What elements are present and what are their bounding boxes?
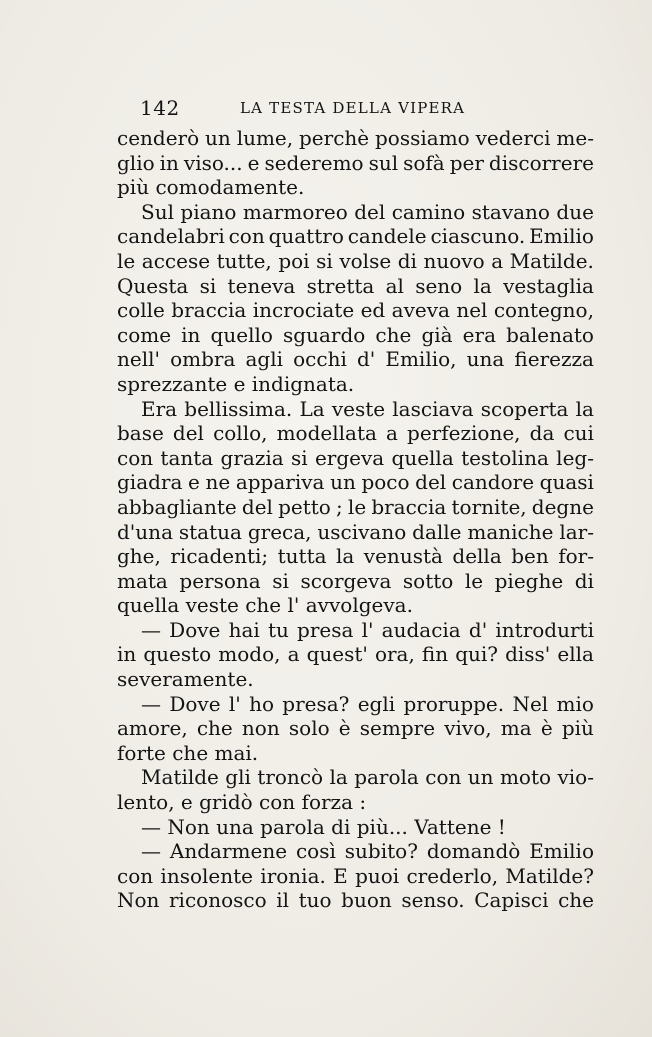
text-line <box>117 249 594 274</box>
word: me- <box>556 126 594 150</box>
word: si <box>290 445 308 470</box>
word: a <box>287 642 300 667</box>
word: Emilio <box>529 839 594 864</box>
word: amore, <box>117 716 188 741</box>
text-line <box>117 397 594 422</box>
page-number: 142 <box>140 96 180 120</box>
word: presa? <box>282 691 350 716</box>
word: mio <box>556 691 594 716</box>
word: glio <box>117 150 155 175</box>
word: introdurti <box>495 617 594 642</box>
word: greca, <box>247 519 312 544</box>
text-line: sprezzante e indignata. <box>117 371 355 396</box>
word: sotto <box>402 568 454 593</box>
word: di <box>574 568 594 593</box>
text-line <box>117 765 594 790</box>
word: teneva <box>227 273 296 298</box>
word: Dove <box>169 691 221 716</box>
word: sofà <box>403 150 445 175</box>
word: degne <box>531 494 594 519</box>
word: agli <box>245 347 284 372</box>
word: quello <box>210 322 273 347</box>
word: ed <box>360 298 386 323</box>
word: venustà <box>363 544 443 569</box>
word: a <box>386 421 398 446</box>
word: ricadenti; <box>170 544 269 569</box>
word: nuovo <box>423 248 485 273</box>
text-line: più comodamente. <box>117 175 305 200</box>
text-line <box>117 520 594 545</box>
word: l' <box>228 691 241 716</box>
word: del <box>241 494 273 519</box>
word: base <box>117 421 164 446</box>
word: con <box>228 224 265 249</box>
text-line: — Non una parola di più... Vattene ! <box>141 814 506 839</box>
word: e <box>188 470 200 495</box>
running-title: LA TESTA DELLA VIPERA <box>240 99 466 117</box>
word: stavano <box>471 199 550 224</box>
text-line <box>117 151 594 176</box>
word: candelabri <box>117 224 225 249</box>
word: ho <box>249 691 274 716</box>
word: tuo <box>298 888 332 913</box>
text-line <box>117 495 594 520</box>
word: un <box>330 470 356 495</box>
text-line: severamente. <box>117 667 254 692</box>
text-line <box>117 224 594 249</box>
text-line <box>117 569 594 594</box>
word: è <box>540 716 553 741</box>
word: persona <box>179 568 261 593</box>
word: la <box>473 273 492 298</box>
word: il <box>276 888 290 913</box>
word: la <box>329 765 348 790</box>
word: così <box>295 839 336 864</box>
word: insolente <box>160 863 253 888</box>
word: del <box>172 421 204 446</box>
word: ora, <box>374 642 415 667</box>
word: Emilio, <box>385 347 457 372</box>
word: lasciava <box>392 396 474 421</box>
word: ella <box>557 642 594 667</box>
word: buon <box>341 888 392 913</box>
word: ; <box>336 494 343 519</box>
word: giadra <box>117 470 183 495</box>
word: come <box>117 322 172 347</box>
word: non <box>241 716 280 741</box>
word: del <box>354 199 386 224</box>
word: Matilde <box>141 765 219 790</box>
word: più <box>561 716 594 741</box>
word: aveva <box>391 298 450 323</box>
word: fin <box>421 642 449 667</box>
word: si <box>272 568 289 593</box>
word: sempre <box>359 716 436 741</box>
word: Era <box>141 396 178 421</box>
word: Nel <box>512 691 549 716</box>
word: accese <box>141 248 211 273</box>
word: uscivano <box>317 519 407 544</box>
word: che <box>558 888 594 913</box>
word: le <box>347 494 367 519</box>
text-line <box>117 864 594 889</box>
word: è <box>338 716 351 741</box>
word: contegno, <box>493 298 594 323</box>
word: cenderò <box>117 126 200 150</box>
word: di <box>397 248 417 273</box>
word: lume, <box>236 126 294 150</box>
text-line <box>117 470 594 495</box>
word: seno <box>415 273 463 298</box>
word: scoperta <box>480 396 569 421</box>
word: piano <box>180 199 237 224</box>
word: tanta <box>160 445 214 470</box>
word: già <box>421 322 453 347</box>
word: un <box>205 126 231 150</box>
word: quella <box>391 445 454 470</box>
word: Sul <box>141 199 174 224</box>
word: audacia <box>381 617 461 642</box>
word: hai <box>228 617 260 642</box>
word: Capisci <box>474 888 549 913</box>
word: fierezza <box>514 347 594 372</box>
word: grazia <box>220 445 284 470</box>
word: discorrere <box>488 150 594 175</box>
word: veste <box>331 396 386 421</box>
word: leg- <box>556 445 594 470</box>
word: abbagliante <box>117 494 237 519</box>
word: cui <box>563 421 594 446</box>
word: le <box>117 248 136 273</box>
word: bellissima. <box>184 396 293 421</box>
word: qui? <box>455 642 499 667</box>
text-line <box>117 126 594 151</box>
word: era <box>462 322 496 347</box>
word: parola <box>354 765 419 790</box>
word: gli <box>225 765 251 790</box>
word: moto <box>499 765 552 790</box>
word: Andarmene <box>169 839 288 864</box>
word: camino <box>391 199 466 224</box>
page-header <box>140 96 610 124</box>
word: che <box>375 322 412 347</box>
word: ciascuno. <box>430 224 526 249</box>
text-line <box>117 446 594 471</box>
word: tu <box>267 617 289 642</box>
word: modellata <box>276 421 377 446</box>
word: egli <box>357 691 396 716</box>
word: collo, <box>213 421 268 446</box>
word: vivo, <box>444 716 492 741</box>
word: della <box>452 544 502 569</box>
word: Matilde? <box>505 863 594 888</box>
text-line <box>117 200 594 225</box>
word: puoi <box>355 863 400 888</box>
word: sul <box>368 150 399 175</box>
word: occhi <box>293 347 347 372</box>
word: viso... <box>183 150 243 175</box>
word: un <box>467 765 494 790</box>
word: si <box>316 248 333 273</box>
word: una <box>466 347 505 372</box>
word: diss' <box>505 642 551 667</box>
word: perchè <box>299 126 370 150</box>
word: ma <box>500 716 532 741</box>
body-text <box>117 126 594 913</box>
word: con <box>117 445 154 470</box>
word: Questa <box>117 273 189 298</box>
word: possiamo <box>375 126 470 150</box>
word: ben <box>511 544 549 569</box>
word: la <box>336 544 355 569</box>
word: l' <box>361 617 374 642</box>
text-line <box>117 274 594 299</box>
word: e <box>247 150 260 175</box>
word: — <box>141 691 161 716</box>
text-line <box>117 839 594 864</box>
word: quattro <box>268 224 344 249</box>
word: — <box>141 617 161 642</box>
word: ergeva <box>314 445 385 470</box>
word: tutta <box>277 544 327 569</box>
word: crederlo, <box>406 863 499 888</box>
text-line: quella veste che l' avvolgeva. <box>117 593 413 618</box>
text-line <box>117 347 594 372</box>
word: Emilio <box>529 224 594 249</box>
word: for- <box>558 544 594 569</box>
word: sederemo <box>264 150 364 175</box>
word: ombra <box>170 347 236 372</box>
word: si <box>199 273 217 298</box>
word: vestaglia <box>503 273 594 298</box>
word: statua <box>178 519 242 544</box>
word: a <box>491 248 504 273</box>
text-line <box>117 692 594 717</box>
word: braccia <box>171 298 247 323</box>
text-line <box>117 618 594 643</box>
word: stretta <box>306 273 375 298</box>
word: mata <box>117 568 168 593</box>
word: le <box>464 568 484 593</box>
word: riconosco <box>169 888 267 913</box>
text-line <box>117 888 594 913</box>
word: poco <box>361 470 410 495</box>
word: quest' <box>306 642 368 667</box>
word: balenato <box>506 322 594 347</box>
text-line <box>117 298 594 323</box>
word: d' <box>356 347 376 372</box>
word: maniche <box>467 519 554 544</box>
word: pieghe <box>494 568 564 593</box>
word: candele <box>347 224 427 249</box>
word: solo <box>288 716 330 741</box>
word: che <box>196 716 233 741</box>
text-line <box>117 323 594 348</box>
text-line: lento, e gridò con forza : <box>117 790 367 815</box>
word: domandò <box>426 839 521 864</box>
word: in <box>117 642 137 667</box>
word: troncò <box>257 765 324 790</box>
word: poi <box>278 248 310 273</box>
word: con <box>425 765 462 790</box>
word: — <box>141 839 161 864</box>
word: appariva <box>235 470 325 495</box>
word: questo <box>143 642 212 667</box>
word: modo, <box>218 642 281 667</box>
word: al <box>385 273 404 298</box>
word: tutte, <box>216 248 272 273</box>
word: per <box>449 150 484 175</box>
text-line <box>117 716 594 741</box>
word: volse <box>339 248 392 273</box>
word: del <box>415 470 447 495</box>
word: colle <box>117 298 165 323</box>
word: ghe, <box>117 544 161 569</box>
word: marmoreo <box>242 199 348 224</box>
word: senso. <box>401 888 465 913</box>
word: ironia. <box>260 863 326 888</box>
word: presa <box>297 617 354 642</box>
word: La <box>299 396 325 421</box>
word: nel <box>456 298 488 323</box>
word: da <box>529 421 555 446</box>
word: in <box>181 322 201 347</box>
text-line <box>117 421 594 446</box>
word: in <box>159 150 179 175</box>
text-line: forte che mai. <box>117 740 259 765</box>
word: quasi <box>539 470 594 495</box>
word: subito? <box>344 839 418 864</box>
word: incrociate <box>252 298 355 323</box>
word: d' <box>468 617 488 642</box>
word: E <box>333 863 348 888</box>
word: la <box>575 396 594 421</box>
word: braccia <box>371 494 447 519</box>
word: dalle <box>412 519 462 544</box>
word: Non <box>117 888 160 913</box>
word: sguardo <box>283 322 366 347</box>
word: vederci <box>475 126 551 150</box>
word: ne <box>205 470 231 495</box>
word: con <box>117 863 154 888</box>
word: testolina <box>461 445 549 470</box>
word: due <box>556 199 594 224</box>
text-line <box>117 642 594 667</box>
word: lar- <box>559 519 594 544</box>
text-line <box>117 544 594 569</box>
word: candore <box>451 470 535 495</box>
word: tornite, <box>451 494 527 519</box>
word: Matilde. <box>509 248 594 273</box>
word: d'una <box>117 519 173 544</box>
word: perfezione, <box>407 421 521 446</box>
word: petto <box>278 494 331 519</box>
word: proruppe. <box>403 691 505 716</box>
word: scorgeva <box>300 568 392 593</box>
word: nell' <box>117 347 161 372</box>
word: Dove <box>169 617 221 642</box>
word: vio- <box>557 765 594 790</box>
